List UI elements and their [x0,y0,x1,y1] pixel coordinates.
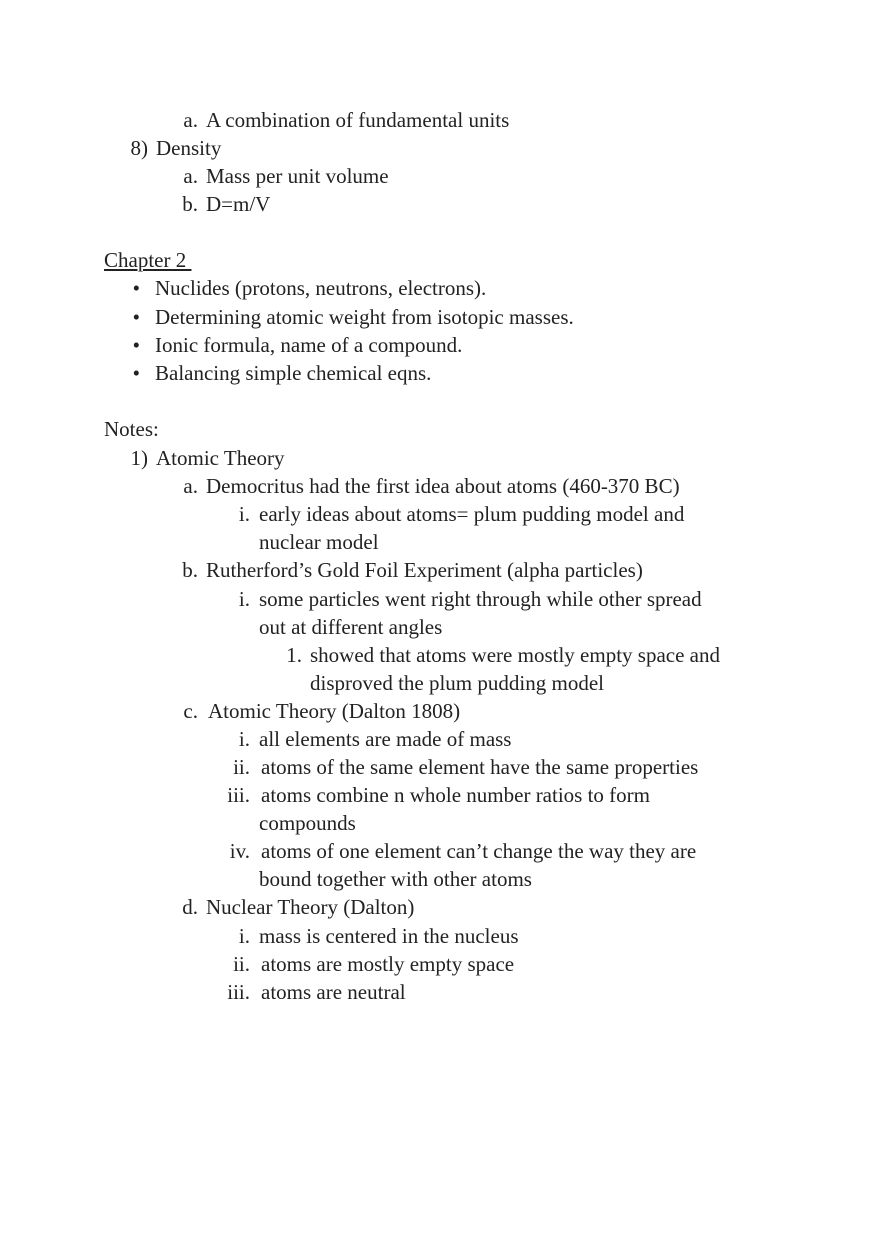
list-item-text: Rutherford’s Gold Foil Experiment (alpha particles) [206,558,643,582]
list-item-text: disproved the plum pudding model [310,671,604,695]
list-item-text: out at different angles [259,615,443,639]
bullet-icon: • [132,305,140,329]
list-item-text: atoms of the same element have the same properties [261,755,699,779]
notes-heading: Notes: [104,417,159,441]
list-marker: iv. [229,839,250,863]
list-item-text: some particles went right through while other spread [259,587,702,611]
list-marker: b. [182,558,198,582]
list-item-text: atoms are mostly empty space [261,952,515,976]
list-marker: d. [182,895,198,919]
list-item-text: nuclear model [259,530,379,554]
bullet-icon: • [132,276,140,300]
list-marker: 1) [130,446,148,470]
list-marker: i. [238,727,250,751]
list-item-text: mass is centered in the nucleus [259,924,519,948]
list-item-text: atoms combine n whole number ratios to form [261,783,651,807]
list-marker: b. [182,192,198,216]
list-marker: ii. [233,755,250,779]
list-item-text: Mass per unit volume [206,164,389,188]
list-item-text: atoms of one element can’t change the way they are [261,839,697,863]
list-marker: iii. [227,980,250,1004]
list-item-text: early ideas about atoms= plum pudding model and [259,502,685,526]
list-item-text: Atomic Theory [156,446,285,470]
list-item-text: all elements are made of mass [259,727,512,751]
list-item-text: atoms are neutral [261,980,406,1004]
list-item-text: Democritus had the first idea about atoms (460-370 BC) [206,474,680,498]
bullet-text: Nuclides (protons, neutrons, electrons). [155,276,487,300]
bullet-icon: • [132,361,140,385]
list-marker: 8) [130,136,148,160]
bullet-text: Ionic formula, name of a compound. [155,333,463,357]
list-marker: i. [238,502,250,526]
list-marker: 1. [286,643,302,667]
list-marker: a. [183,164,198,188]
list-marker: i. [238,587,250,611]
list-marker: a. [183,474,198,498]
list-item-text: compounds [259,811,356,835]
list-marker: a. [183,108,198,132]
list-marker: i. [238,924,250,948]
list-item-text: Density [156,136,222,160]
list-item-text: Nuclear Theory (Dalton) [206,895,415,919]
bullet-text: Determining atomic weight from isotopic masses. [155,305,574,329]
list-marker: iii. [227,783,250,807]
chapter-heading: Chapter 2 [104,248,192,272]
list-marker: c. [183,699,198,723]
bullet-icon: • [132,333,140,357]
list-item-text: A combination of fundamental units [206,108,510,132]
list-item-text: bound together with other atoms [259,867,532,891]
list-item-text: D=m/V [206,192,271,216]
list-item-text: showed that atoms were mostly empty space and [310,643,720,667]
bullet-text: Balancing simple chemical eqns. [155,361,432,385]
list-marker: ii. [233,952,250,976]
list-item-text: Atomic Theory (Dalton 1808) [208,699,461,723]
